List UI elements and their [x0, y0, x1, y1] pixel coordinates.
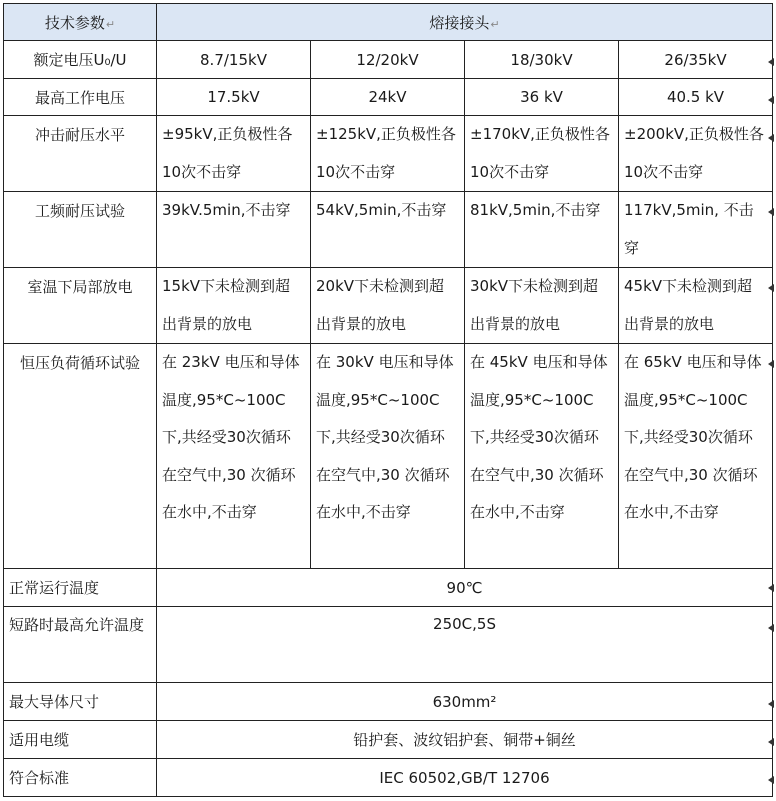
cell-value: 17.5kV	[207, 88, 260, 106]
merged-cell	[157, 569, 773, 607]
merged-cell	[157, 607, 773, 683]
row-label	[4, 192, 157, 268]
table-cell	[311, 344, 465, 569]
row-label	[4, 79, 157, 116]
table-cell	[619, 344, 773, 569]
standard-label: 符合标准	[9, 769, 70, 787]
row-end-marker-icon	[768, 776, 774, 784]
row-label	[4, 721, 157, 759]
row-end-marker-icon	[768, 208, 774, 216]
table-row	[4, 268, 773, 344]
cell-value: 在 65kV 电压和导体温度,95*C~100C下,共经受30次循环在空气中,30 次循环在水中,不击穿	[624, 353, 762, 521]
row-label	[4, 759, 157, 797]
table-cell	[311, 192, 465, 268]
row-label	[4, 41, 157, 79]
table-cell	[157, 41, 311, 79]
table-row	[4, 569, 773, 607]
row-label	[4, 569, 157, 607]
cell-value: 24kV	[368, 88, 407, 106]
table-cell	[157, 116, 311, 192]
merged-cell	[157, 721, 773, 759]
power-freq-label: 工频耐压试验	[34, 202, 125, 220]
max-voltage-label: 最高工作电压	[34, 89, 125, 107]
table-row	[4, 41, 773, 79]
max-conductor-label: 最大导体尺寸	[9, 693, 100, 711]
merged-cell	[157, 683, 773, 721]
row-end-marker-icon	[768, 96, 774, 104]
row-label	[4, 116, 157, 192]
header-param: 技术参数	[44, 13, 105, 32]
table-cell	[157, 79, 311, 116]
cell-value: 在 23kV 电压和导体温度,95*C~100C下,共经受30次循环在空气中,30 次循环在水中,不击穿	[162, 353, 300, 521]
table-row	[4, 192, 773, 268]
cell-value: 39kV.5min,不击穿	[162, 201, 291, 219]
cell-value: 15kV下未检测到超出背景的放电	[162, 277, 291, 333]
table-row	[4, 759, 773, 797]
cable-label: 适用电缆	[9, 731, 70, 749]
row-end-marker-icon	[768, 284, 774, 292]
cell-value: 40.5 kV	[666, 88, 725, 106]
row-label	[4, 683, 157, 721]
spec-table	[3, 3, 773, 797]
row-end-marker-icon	[768, 584, 774, 592]
table-row	[4, 721, 773, 759]
cell-value: 117kV,5min, 不击穿	[624, 201, 754, 257]
cell-value: 在 30kV 电压和导体温度,95*C~100C下,共经受30次循环在空气中,30 次循环在水中,不击穿	[316, 353, 454, 521]
table-cell	[311, 268, 465, 344]
cell-value: 54kV,5min,不击穿	[316, 201, 447, 219]
table-cell	[465, 116, 619, 192]
cell-value: 630mm²	[432, 692, 497, 711]
cell-value: 90℃	[446, 578, 483, 597]
header-title: 熔接接头	[429, 13, 490, 32]
cell-value: ±200kV,正负极性各10次不击穿	[624, 125, 764, 181]
table-row	[4, 607, 773, 683]
rated-voltage-label: 额定电压U₀/U	[33, 51, 127, 69]
row-label	[4, 607, 157, 683]
cell-value: 在 45kV 电压和导体温度,95*C~100C下,共经受30次循环在空气中,30 次循环在水中,不击穿	[470, 353, 608, 521]
table-row	[4, 79, 773, 116]
row-end-marker-icon	[768, 700, 774, 708]
table-row	[4, 116, 773, 192]
row-label	[4, 268, 157, 344]
cell-value: IEC 60502,GB/T 12706	[379, 768, 550, 787]
para-mark-icon: ↵	[490, 17, 500, 31]
table-row	[4, 344, 773, 569]
table-cell	[465, 344, 619, 569]
table-cell	[157, 344, 311, 569]
cell-value: 81kV,5min,不击穿	[470, 201, 601, 219]
merged-cell	[157, 759, 773, 797]
cell-value: 铅护套、波纹铝护套、铜带+铜丝	[353, 731, 576, 749]
table-cell	[465, 41, 619, 79]
row-label	[4, 344, 157, 569]
table-cell	[619, 268, 773, 344]
cell-value: 30kV下未检测到超出背景的放电	[470, 277, 599, 333]
header-param-cell	[4, 4, 157, 41]
cell-value: 8.7/15kV	[200, 50, 267, 69]
cell-value: ±95kV,正负极性各10次不击穿	[162, 125, 293, 181]
table-cell	[619, 192, 773, 268]
header-title-cell	[157, 4, 773, 41]
para-mark-icon: ↵	[105, 17, 116, 31]
table-cell	[311, 116, 465, 192]
partial-discharge-label: 室温下局部放电	[27, 278, 133, 296]
table-cell	[619, 116, 773, 192]
row-end-marker-icon	[768, 624, 774, 632]
cell-value: 45kV下未检测到超出背景的放电	[624, 277, 753, 333]
cell-value: ±170kV,正负极性各10次不击穿	[470, 125, 610, 181]
table-cell	[311, 41, 465, 79]
row-end-marker-icon	[768, 134, 774, 142]
table-cell	[311, 79, 465, 116]
operating-temp-label: 正常运行温度	[9, 579, 100, 597]
table-cell	[157, 268, 311, 344]
cell-value: 12/20kV	[356, 50, 419, 69]
table-cell	[465, 79, 619, 116]
table-row	[4, 683, 773, 721]
header-row	[4, 4, 773, 41]
cell-value: 36 kV	[520, 88, 563, 106]
cell-value: 26/35kV	[664, 50, 727, 69]
table-cell	[157, 192, 311, 268]
table-cell	[465, 192, 619, 268]
table-cell	[465, 268, 619, 344]
load-cycle-label: 恒压负荷循环试验	[19, 354, 140, 372]
short-circuit-label: 短路时最高允许温度	[9, 616, 145, 634]
impulse-label: 冲击耐压水平	[34, 126, 125, 144]
table-cell	[619, 79, 773, 116]
row-end-marker-icon	[768, 738, 774, 746]
cell-value: 20kV下未检测到超出背景的放电	[316, 277, 445, 333]
row-end-marker-icon	[768, 58, 774, 66]
cell-value: ±125kV,正负极性各10次不击穿	[316, 125, 456, 181]
table-cell	[619, 41, 773, 79]
row-end-marker-icon	[768, 360, 774, 368]
cell-value: 18/30kV	[510, 50, 573, 69]
cell-value: 250C,5S	[433, 615, 496, 633]
